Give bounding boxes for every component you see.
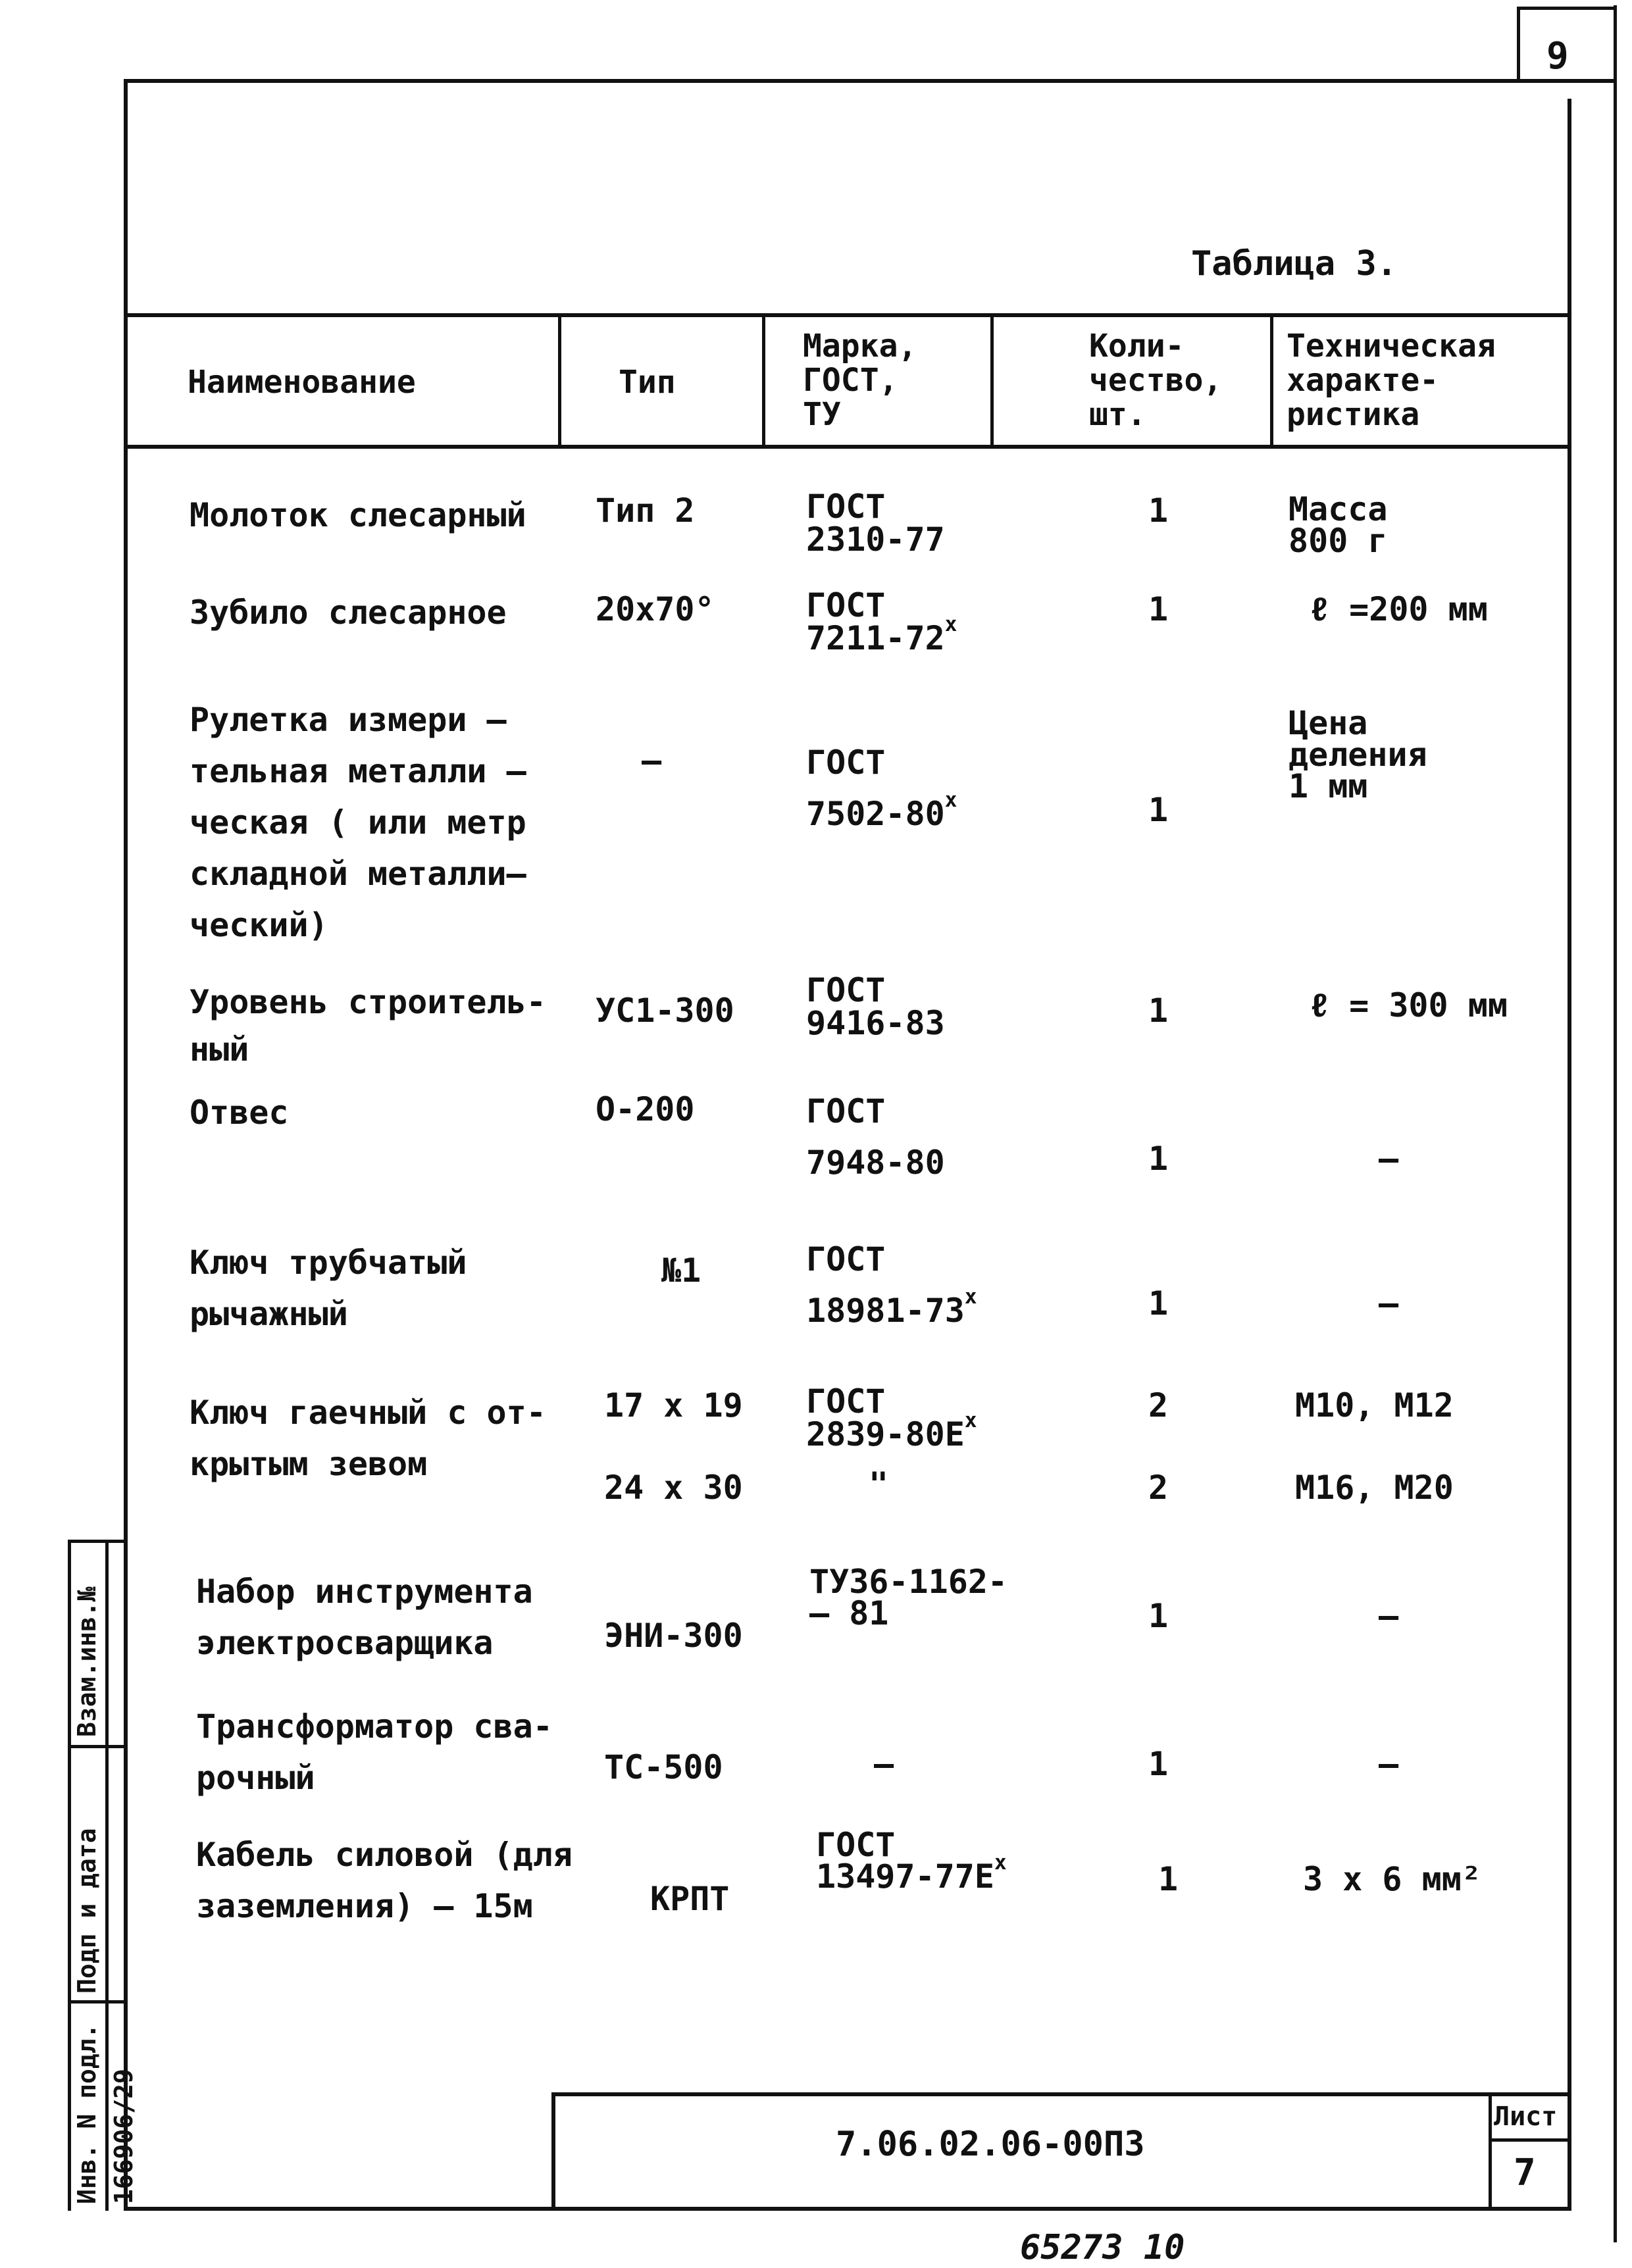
col-header-mark: Марка, ГОСТ, ТУ (803, 328, 917, 433)
cell-name: Ключ гаечный с от- крытым зевом (190, 1394, 546, 1483)
cell-type: УС1-300 (596, 992, 734, 1030)
cell-mark: ГОСТ $13497-77Е^x$ (816, 1826, 1007, 1896)
col-header-type: Тип (619, 364, 676, 401)
cell-qty: 2 (1148, 1386, 1169, 1424)
col-header-spec: Техническая характе- ристика (1287, 328, 1496, 433)
cell-mark: " (869, 1465, 889, 1503)
superscript: x (944, 788, 957, 813)
cell-mark: ТУ36-1162- – 81 (809, 1563, 1008, 1632)
cell-name: Кабель силовой (для заземления) – 15м (196, 1836, 573, 1925)
cell-type: ТС-500 (604, 1748, 723, 1786)
cell-qty: 1 (1148, 1745, 1169, 1783)
cell-name: Молоток слесарный (190, 496, 526, 534)
vzam-inv-label: Взам.инв.№ (72, 1586, 101, 1737)
inv-orig-number: 166906/29 (109, 2069, 138, 2204)
cell-qty: 1 (1148, 491, 1169, 530)
page-number: 9 (1546, 35, 1569, 78)
cell-type: 17 x 19 (604, 1386, 743, 1424)
superscript: x (964, 1285, 977, 1309)
cell-spec: – (1379, 1745, 1399, 1783)
superscript: x (964, 1409, 977, 1433)
sign-date-label: Подп и дата (72, 1828, 101, 1994)
cell-spec: 3 x 6 мм² (1303, 1860, 1481, 1898)
superscript: x (944, 613, 957, 637)
cell-mark: ГОСТ 18981-73$^x$ (806, 1240, 977, 1330)
sheet-number: 7 (1514, 2152, 1536, 2194)
col-header-qty: Коли- чество, шт. (1089, 328, 1223, 433)
cell-mark: ГОСТ 2310-77 (806, 488, 945, 559)
cell-type: 20x70° (596, 590, 715, 628)
cell-name: Рулетка измери – тельная металли – ческая ( или метр складной металли– ческий) (190, 701, 526, 944)
cell-type: ЭНИ-300 (604, 1617, 743, 1655)
cell-spec: М16, М20 (1295, 1469, 1454, 1507)
cell-type: №1 (661, 1251, 701, 1290)
cell-type: 24 x 30 (604, 1469, 743, 1507)
cell-spec: Масса 800 г (1288, 490, 1388, 560)
cell-type: – (642, 742, 662, 780)
cell-mark: ГОСТ 7948-80 (806, 1092, 945, 1182)
cell-name: Ключ трубчатый рычажный (190, 1244, 467, 1333)
cell-qty: 1 (1148, 791, 1169, 829)
cell-name: Зубило слесарное (190, 593, 507, 632)
cell-name: Отвес (190, 1094, 289, 1132)
sheet-label: Лист (1494, 2102, 1558, 2132)
col-header-name: Наименование (188, 364, 416, 401)
cell-spec: М10, М12 (1295, 1386, 1454, 1424)
inv-orig-label: Инв. N подл. (72, 2023, 101, 2204)
bottom-number: 65273 10 (1020, 2228, 1185, 2267)
cell-spec: – (1379, 1140, 1399, 1178)
superscript: x (994, 1851, 1007, 1875)
cell-spec: – (1379, 1597, 1399, 1635)
cell-name: Набор инструмента электросварщика (196, 1573, 533, 1662)
cell-spec: – (1379, 1284, 1399, 1323)
cell-qty: 1 (1148, 590, 1169, 628)
cell-spec: Цена деления 1 мм (1288, 704, 1427, 805)
cell-name: Трансформатор сва- рочный (196, 1707, 553, 1797)
cell-type: Тип 2 (596, 491, 695, 530)
cell-spec: ℓ =200 мм (1310, 590, 1488, 628)
cell-mark: ГОСТ 7211-72$^x$ (806, 586, 957, 657)
cell-mark: – (874, 1745, 894, 1783)
doc-code: 7.06.02.06-00ПЗ (836, 2125, 1145, 2164)
table-title: Таблица 3. (1191, 244, 1398, 284)
cell-mark: ГОСТ 9416-83 (806, 971, 945, 1042)
cell-mark: ГОСТ 7502-80$^x$ (806, 743, 957, 833)
cell-qty: 1 (1148, 1284, 1169, 1323)
cell-qty: 1 (1158, 1860, 1179, 1898)
cell-qty: 1 (1148, 1597, 1169, 1635)
cell-type: КРПТ (650, 1880, 730, 1918)
cell-qty: 2 (1148, 1469, 1169, 1507)
cell-name: Уровень строитель- ный (190, 983, 546, 1069)
cell-qty: 1 (1148, 992, 1169, 1030)
cell-type: О-200 (596, 1090, 695, 1128)
cell-qty: 1 (1148, 1140, 1169, 1178)
cell-spec: ℓ = 300 мм (1310, 986, 1508, 1024)
cell-mark: ГОСТ $2839-80Е^x$ (806, 1382, 977, 1453)
